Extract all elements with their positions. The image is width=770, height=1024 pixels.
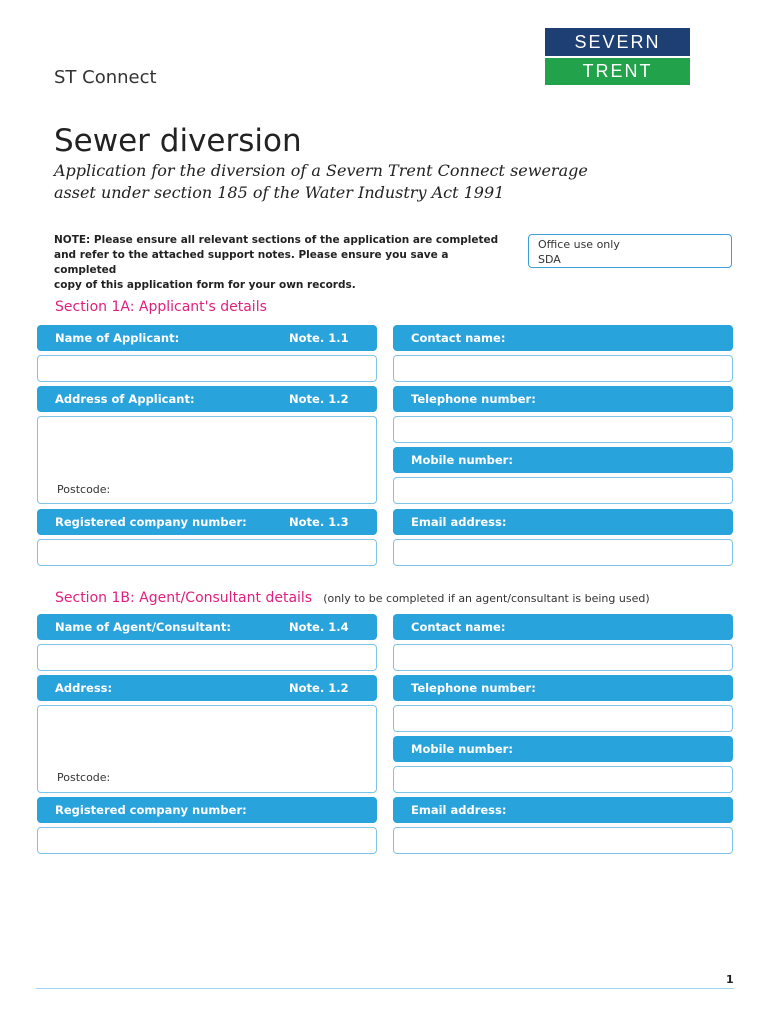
applicant-telephone-bar [393,386,733,412]
applicant-telephone-input[interactable] [393,416,733,443]
note-line: copy of this application form for your own records. [54,279,356,291]
brand-name: ST Connect [54,67,157,88]
agent-name-bar [37,614,377,640]
note-1-2: Note. 1.2 [289,681,349,695]
agent-contact-bar [393,614,733,640]
agent-name-label: Name of Agent/Consultant: [55,620,231,634]
section-1a-heading: Section 1A: Applicant's details [55,299,267,315]
applicant-name-bar [37,325,377,351]
mobile-label: Mobile number: [411,453,513,467]
postcode-label: Postcode: [57,771,111,784]
applicant-address-label: Address of Applicant: [55,392,195,406]
note-1-3: Note. 1.3 [289,515,349,529]
applicant-address-bar [37,386,377,412]
applicant-contact-input[interactable] [393,355,733,382]
section-1b-note: (only to be completed if an agent/consultant is being used) [323,592,650,605]
telephone-label: Telephone number: [411,392,536,406]
agent-address-input[interactable] [37,705,377,793]
agent-address-bar [37,675,377,701]
section-1b-heading: Section 1B: Agent/Consultant details [55,590,313,606]
contact-name-label: Contact name: [411,620,506,634]
agent-telephone-input[interactable] [393,705,733,732]
applicant-email-input[interactable] [393,539,733,566]
applicant-mobile-input[interactable] [393,477,733,504]
applicant-name-label: Name of Applicant: [55,331,180,345]
agent-mobile-input[interactable] [393,766,733,793]
applicant-contact-bar [393,325,733,351]
agent-telephone-bar [393,675,733,701]
page-subtitle [54,160,654,204]
company-number-label: Registered company number: [55,515,247,529]
subtitle-line: Application for the diversion of a Severn Trent Connect sewerage [54,161,588,180]
note-1-1: Note. 1.1 [289,331,349,345]
agent-company-bar [37,797,377,823]
company-number-label: Registered company number: [55,803,247,817]
telephone-label: Telephone number: [411,681,536,695]
agent-address-label: Address: [55,681,113,695]
instructions-note [54,233,514,293]
email-label: Email address: [411,515,507,529]
severn-trent-logo-bottom: TRENT [545,58,690,85]
agent-company-input[interactable] [37,827,377,854]
applicant-address-input[interactable] [37,416,377,504]
agent-mobile-bar [393,736,733,762]
agent-name-input[interactable] [37,644,377,671]
applicant-company-bar [37,509,377,535]
contact-name-label: Contact name: [411,331,506,345]
applicant-email-bar [393,509,733,535]
agent-email-input[interactable] [393,827,733,854]
applicant-company-input[interactable] [37,539,377,566]
note-1-2: Note. 1.2 [289,392,349,406]
postcode-label: Postcode: [57,483,111,496]
note-line: NOTE: Please ensure all relevant sections of the application are completed [54,234,499,246]
office-use-code: SDA [538,253,561,266]
email-label: Email address: [411,803,507,817]
subtitle-line: asset under section 185 of the Water Industry Act 1991 [54,183,505,202]
footer-divider [36,988,734,989]
applicant-name-input[interactable] [37,355,377,382]
mobile-label: Mobile number: [411,742,513,756]
page-number: 1 [726,973,734,986]
office-use-label: Office use only [538,238,620,251]
note-line: and refer to the attached support notes. Please ensure you save a completed [54,249,449,276]
agent-contact-input[interactable] [393,644,733,671]
office-use-box [528,234,732,268]
page-title: Sewer diversion [54,123,302,159]
note-1-4: Note. 1.4 [289,620,349,634]
section-1b-heading-row [55,587,650,606]
severn-trent-logo-top: SEVERN [545,28,690,56]
applicant-mobile-bar [393,447,733,473]
agent-email-bar [393,797,733,823]
